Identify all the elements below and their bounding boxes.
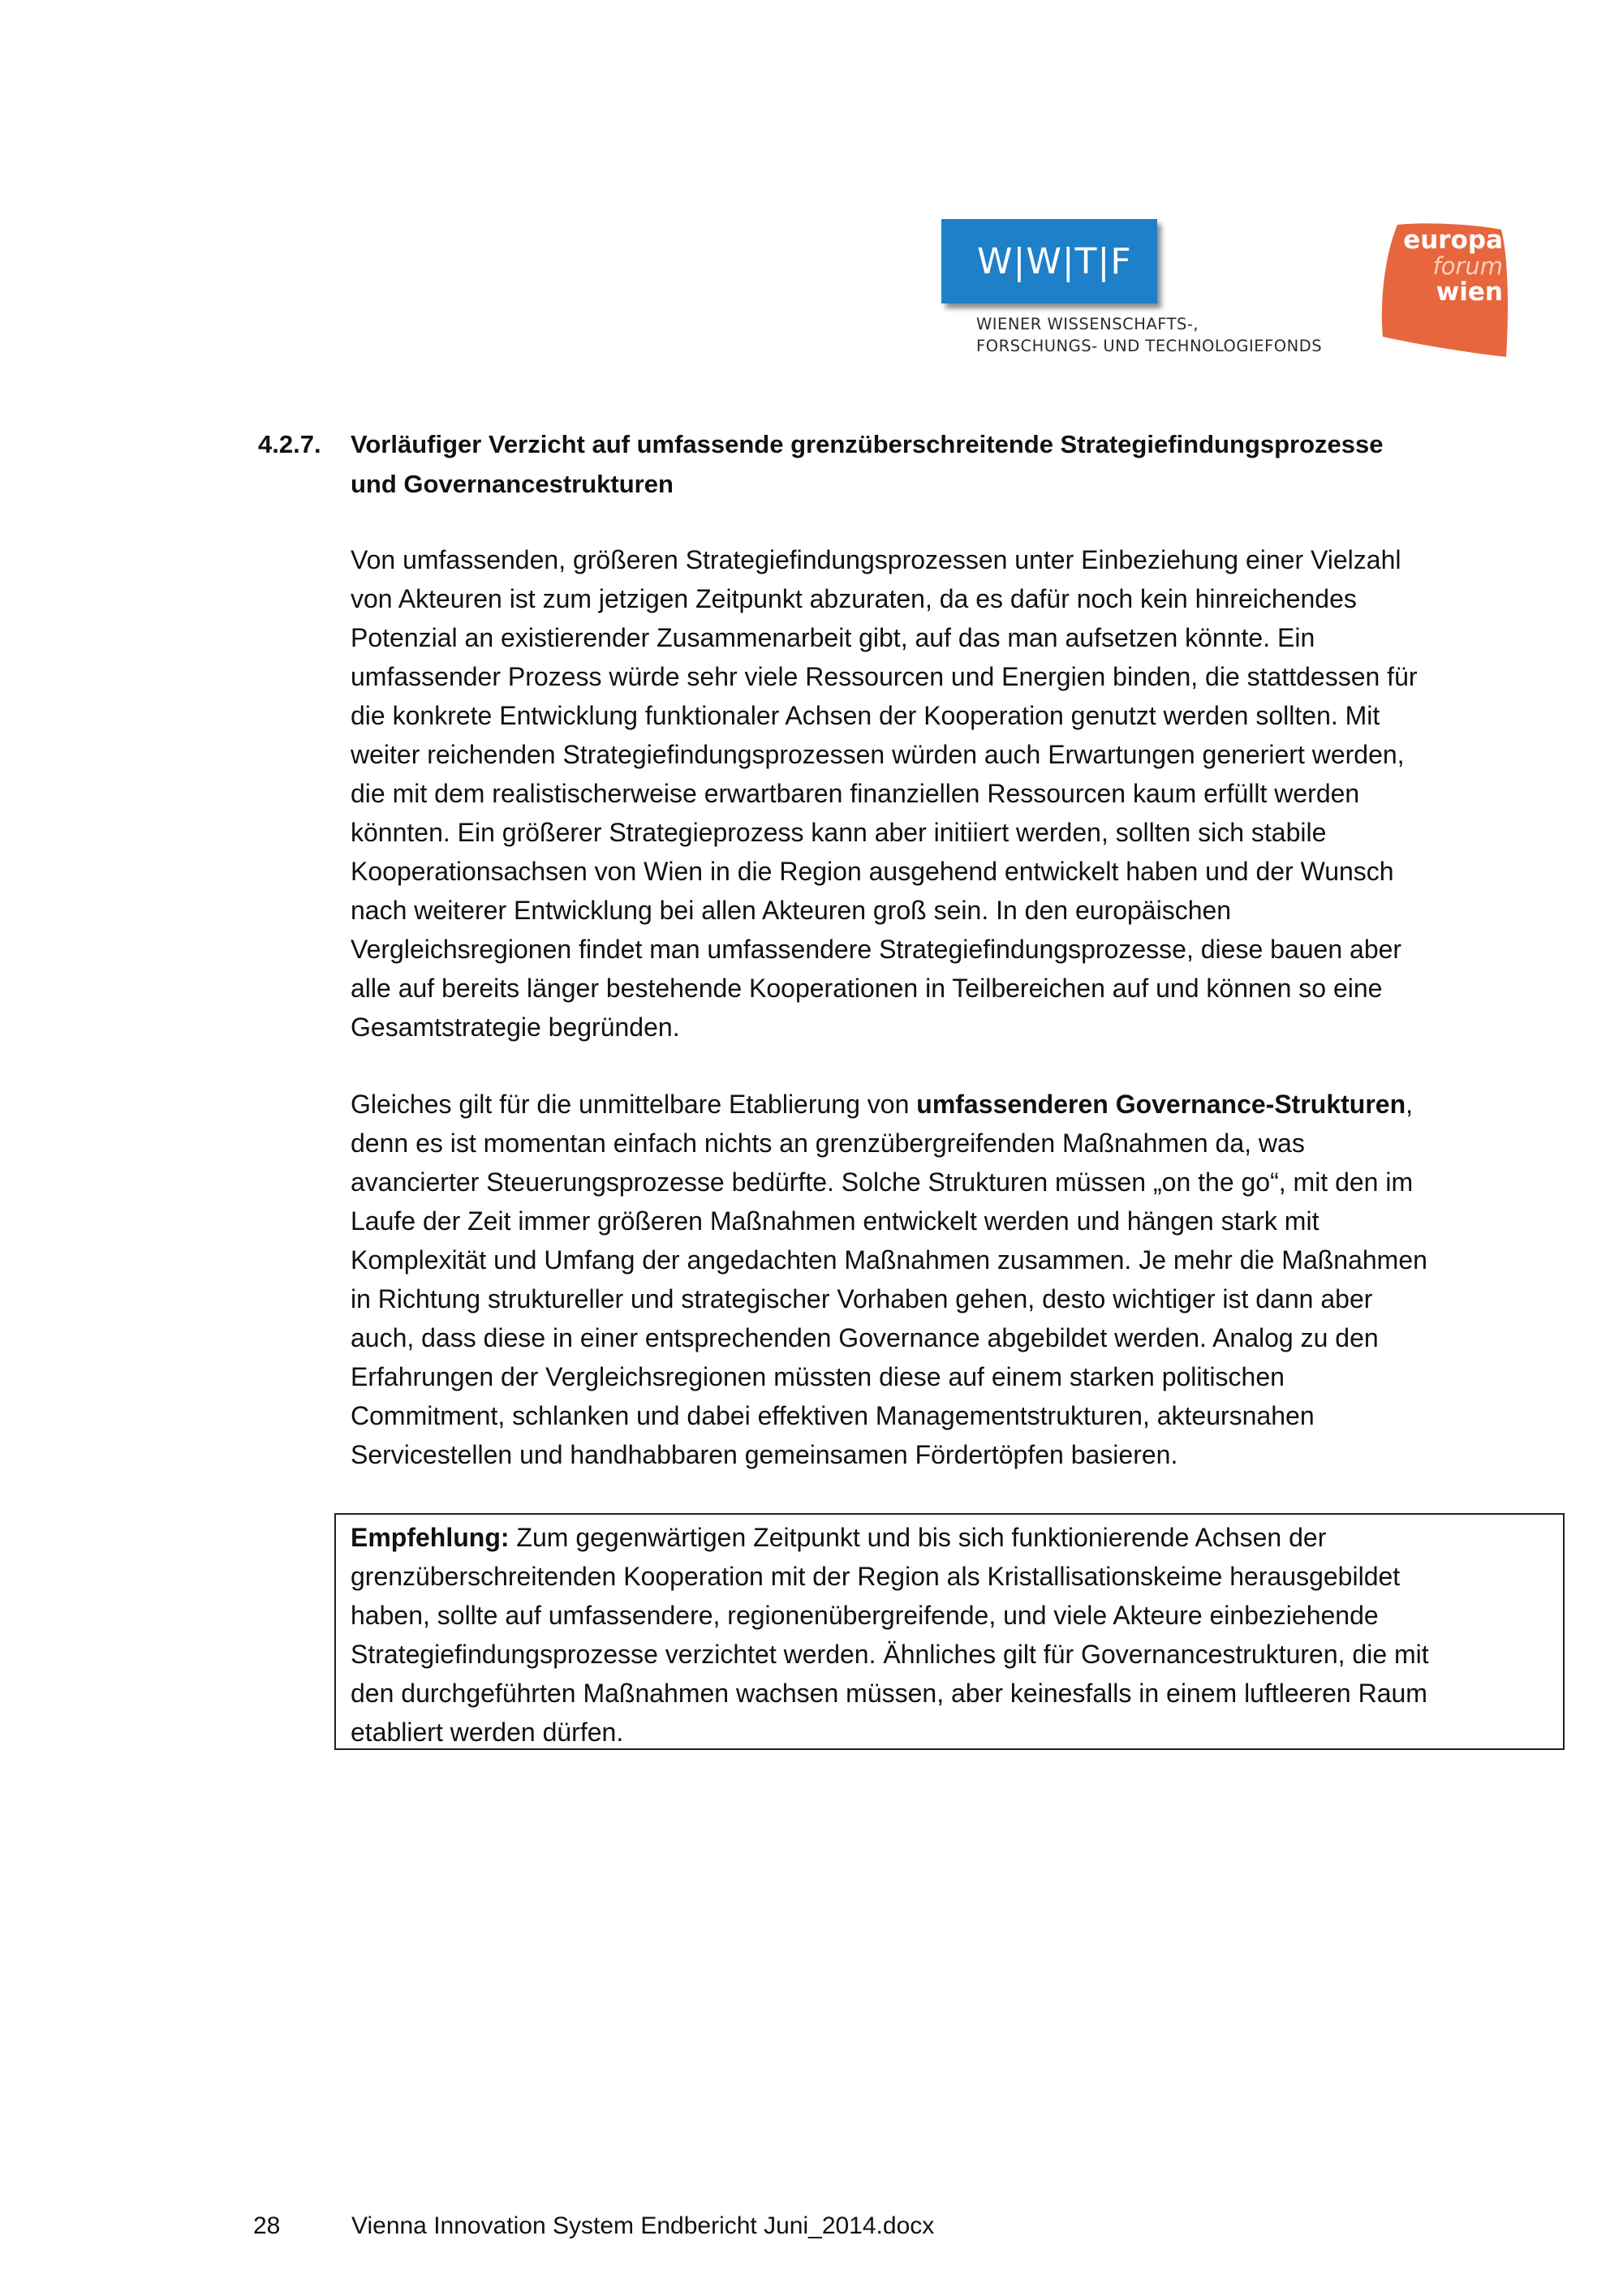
text-run: Zum gegenwärtigen Zeitpunkt und bis sich funktionierende Achsen der xyxy=(509,1523,1327,1552)
text-line: Von umfassenden, größeren Strategiefindungsprozessen unter Einbeziehung einer Vielzahl xyxy=(351,545,1401,574)
text-line: die mit dem realistischerweise erwartbaren finanziellen Ressourcen kaum erfüllt werden xyxy=(351,779,1360,808)
text-line: den durchgeführten Maßnahmen wachsen müssen, aber keinesfalls in einem luftleeren Raum xyxy=(351,1679,1427,1708)
text-line: Servicestellen und handhabbaren gemeinsamen Fördertöpfen basieren. xyxy=(351,1440,1178,1469)
europa-forum-wien-wordmark xyxy=(1380,227,1503,305)
text-line: in Richtung struktureller und strategischer Vorhaben gehen, desto wichtiger ist dann aber xyxy=(351,1284,1373,1314)
section-title xyxy=(351,424,1568,504)
forum-word: forum xyxy=(1432,252,1503,280)
text-line: alle auf bereits länger bestehende Kooperationen in Teilbereichen auf und können so eine xyxy=(351,974,1383,1003)
text-line: nach weiterer Entwicklung bei allen Akteuren groß sein. In den europäischen xyxy=(351,896,1232,925)
text-line: von Akteuren ist zum jetzigen Zeitpunkt abzuraten, da es dafür noch kein hinreichendes xyxy=(351,584,1357,613)
emphasis-governance-strukturen: umfassenderen Governance-Strukturen xyxy=(916,1090,1406,1119)
text-line: könnten. Ein größerer Strategieprozess kann aber initiiert werden, sollten sich stabile xyxy=(351,818,1327,847)
text-line xyxy=(351,1085,1568,1124)
text-line xyxy=(351,1518,1563,1557)
text-line: Gesamtstrategie begründen. xyxy=(351,1013,680,1042)
text-line: Erfahrungen der Vergleichsregionen müssten diese auf einem starken politischen xyxy=(351,1362,1285,1391)
wwtf-caption-line: FORSCHUNGS- UND TECHNOLOGIEFONDS xyxy=(976,337,1323,355)
text-line: Kooperationsachsen von Wien in die Region ausgehend entwickelt haben und der Wunsch xyxy=(351,857,1394,886)
text-line: Komplexität und Umfang der angedachten Maßnahmen zusammen. Je mehr die Maßnahmen xyxy=(351,1245,1427,1275)
paragraph-1 xyxy=(351,540,1568,1047)
recommendation-box xyxy=(334,1513,1565,1750)
text-line: auch, dass diese in einer entsprechenden Governance abgebildet werden. Analog zu den xyxy=(351,1323,1379,1352)
text-line: Strategiefindungsprozesse verzichtet werden. Ähnliches gilt für Governancestrukturen, die mit xyxy=(351,1640,1429,1669)
wwtf-logo xyxy=(941,219,1157,303)
section-title-line: und Governancestrukturen xyxy=(351,470,674,498)
recommendation-label: Empfehlung: xyxy=(351,1523,510,1552)
paragraph-2 xyxy=(351,1085,1568,1474)
text-line: umfassender Prozess würde sehr viele Ressourcen und Energien binden, die stattdessen für xyxy=(351,662,1418,691)
text-line: Laufe der Zeit immer größeren Maßnahmen entwickelt werden und hängen stark mit xyxy=(351,1206,1319,1236)
text-line: Vergleichsregionen findet man umfassendere Strategiefindungsprozesse, diese bauen aber xyxy=(351,935,1402,964)
document-filename: Vienna Innovation System Endbericht Juni_2014.docx xyxy=(351,2212,935,2239)
wwtf-caption xyxy=(976,313,1382,357)
page-number: 28 xyxy=(253,2212,281,2239)
text-run: Gleiches gilt für die unmittelbare Etablierung von xyxy=(351,1090,917,1119)
wwtf-logo-letters: W|W|T|F xyxy=(977,240,1132,282)
europa-word: europa xyxy=(1403,226,1503,255)
text-line: etabliert werden dürfen. xyxy=(351,1718,624,1747)
text-run: , xyxy=(1406,1090,1413,1119)
section-title-line: Vorläufiger Verzicht auf umfassende grenzüberschreitende Strategiefindungsprozesse xyxy=(351,430,1384,458)
text-line: grenzüberschreitenden Kooperation mit der Region als Kristallisationskeime herausgebildet xyxy=(351,1562,1401,1591)
text-line: denn es ist momentan einfach nichts an grenzübergreifenden Maßnahmen da, was xyxy=(351,1129,1305,1158)
wien-word: wien xyxy=(1436,277,1503,307)
section-number: 4.2.7. xyxy=(258,430,321,458)
text-line: Potenzial an existierender Zusammenarbeit gibt, auf das man aufsetzen könnte. Ein xyxy=(351,623,1315,652)
text-line: haben, sollte auf umfassendere, regionenübergreifende, und viele Akteure einbeziehende xyxy=(351,1601,1379,1630)
wwtf-caption-line: WIENER WISSENSCHAFTS-, xyxy=(976,315,1199,333)
text-line: die konkrete Entwicklung funktionaler Achsen der Kooperation genutzt werden sollten. Mit xyxy=(351,701,1380,730)
text-line: avancierter Steuerungsprozesse bedürfte. Solche Strukturen müssen „on the go“, mit den im xyxy=(351,1167,1414,1197)
text-line: Commitment, schlanken und dabei effektiven Managementstrukturen, akteursnahen xyxy=(351,1401,1315,1430)
text-line: weiter reichenden Strategiefindungsprozessen würden auch Erwartungen generiert werden, xyxy=(351,740,1405,769)
